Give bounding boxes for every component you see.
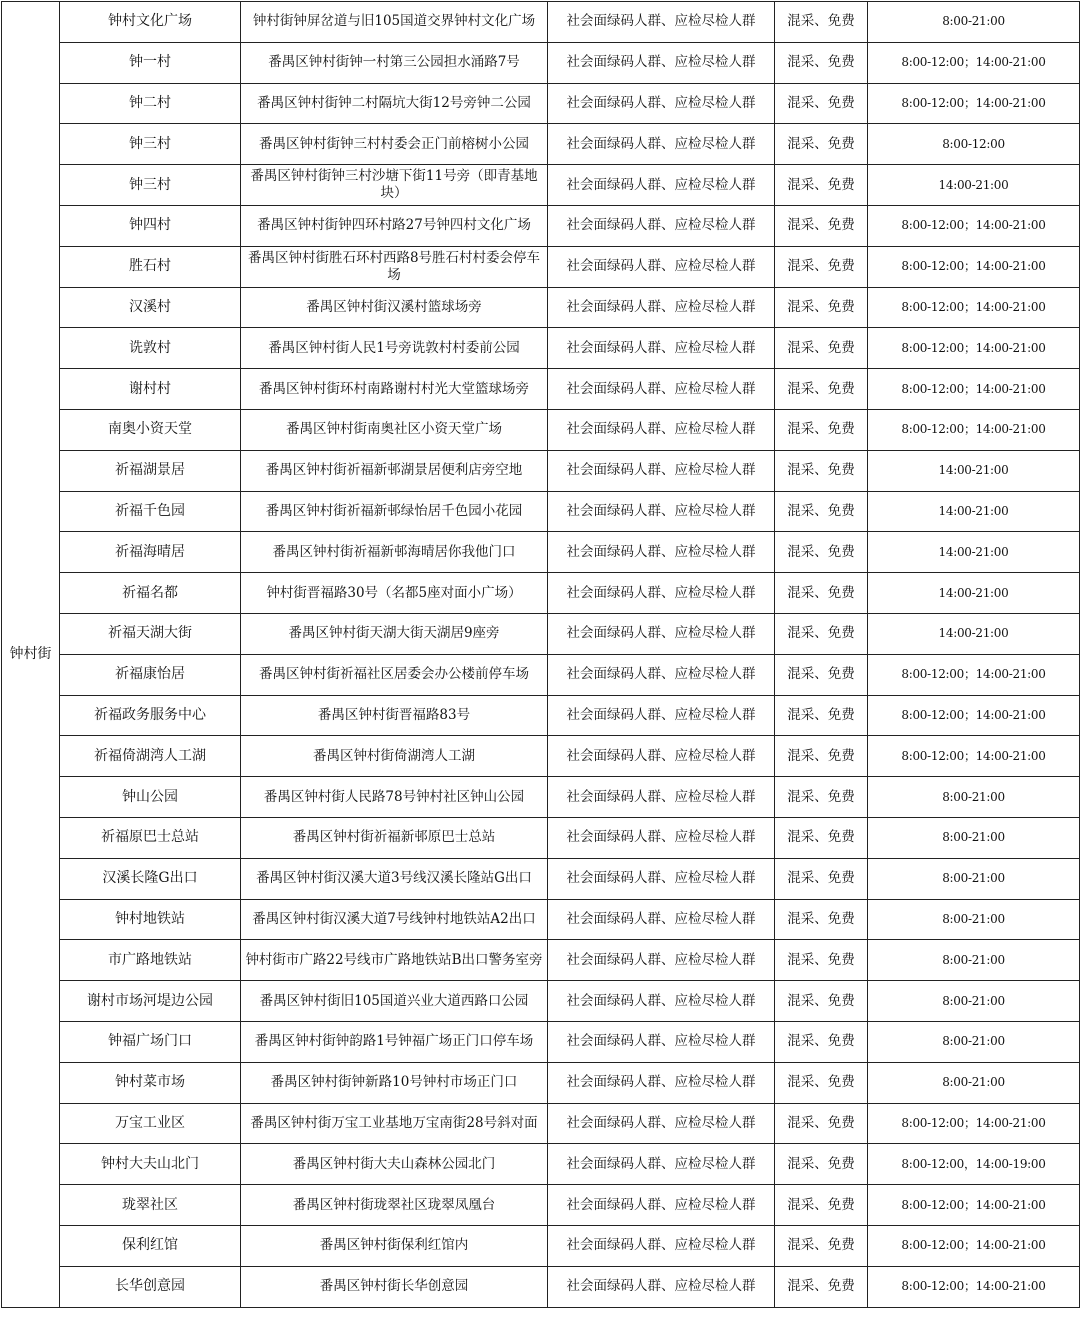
sampling-method-cell: 混采、免费 (775, 899, 868, 940)
address-cell: 番禺区钟村街汉溪大道7号线钟村地铁站A2出口 (241, 899, 548, 940)
table-row (2, 899, 1080, 940)
address-cell: 番禺区钟村街汉溪村篮球场旁 (241, 287, 548, 328)
sampling-method-cell: 混采、免费 (775, 369, 868, 410)
service-hours-cell: 8:00-12:00；14:00-21:00 (868, 1266, 1080, 1307)
target-group-cell: 社会面绿码人群、应检尽检人群 (548, 369, 775, 410)
address-cell: 番禺区钟村街人民1号旁诜敦村村委前公园 (241, 328, 548, 369)
table-row (2, 654, 1080, 695)
sampling-method-cell: 混采、免费 (775, 1062, 868, 1103)
address-cell: 番禺区钟村街南奥社区小资天堂广场 (241, 409, 548, 450)
table-row (2, 695, 1080, 736)
service-hours-cell: 8:00-21:00 (868, 777, 1080, 818)
sampling-method-cell: 混采、免费 (775, 205, 868, 246)
site-name-cell: 祈福倚湖湾人工湖 (60, 736, 241, 777)
target-group-cell: 社会面绿码人群、应检尽检人群 (548, 42, 775, 83)
target-group-cell: 社会面绿码人群、应检尽检人群 (548, 777, 775, 818)
table-body (2, 2, 1080, 1308)
table-row (2, 165, 1080, 206)
target-group-cell: 社会面绿码人群、应检尽检人群 (548, 1266, 775, 1307)
service-hours-cell: 8:00-21:00 (868, 858, 1080, 899)
site-name-cell: 祈福海晴居 (60, 532, 241, 573)
target-group-cell: 社会面绿码人群、应检尽检人群 (548, 2, 775, 43)
site-name-cell: 祈福政务服务中心 (60, 695, 241, 736)
target-group-cell: 社会面绿码人群、应检尽检人群 (548, 573, 775, 614)
address-cell: 钟村街钟屏岔道与旧105国道交界钟村文化广场 (241, 2, 548, 43)
sampling-method-cell: 混采、免费 (775, 736, 868, 777)
service-hours-cell: 8:00-21:00 (868, 1021, 1080, 1062)
testing-sites-table (1, 1, 1080, 1308)
table-row (2, 124, 1080, 165)
sampling-method-cell: 混采、免费 (775, 1225, 868, 1266)
table-row (2, 83, 1080, 124)
district-cell: 钟村街 (2, 2, 60, 1308)
address-cell: 番禺区钟村街祈福新邨原巴士总站 (241, 817, 548, 858)
table-row (2, 491, 1080, 532)
address-cell: 番禺区钟村街祈福新邨湖景居便利店旁空地 (241, 450, 548, 491)
address-cell: 番禺区钟村街钟三村村委会正门前榕树小公园 (241, 124, 548, 165)
table-row (2, 369, 1080, 410)
target-group-cell: 社会面绿码人群、应检尽检人群 (548, 491, 775, 532)
table-row (2, 940, 1080, 981)
sampling-method-cell: 混采、免费 (775, 165, 868, 206)
table-row (2, 205, 1080, 246)
address-cell: 番禺区钟村街钟四环村路27号钟四村文化广场 (241, 205, 548, 246)
address-cell: 番禺区钟村街祈福社区居委会办公楼前停车场 (241, 654, 548, 695)
service-hours-cell: 8:00-12:00；14:00-21:00 (868, 736, 1080, 777)
table-row (2, 1185, 1080, 1226)
site-name-cell: 钟山公园 (60, 777, 241, 818)
address-cell: 钟村街晋福路30号（名都5座对面小广场） (241, 573, 548, 614)
address-cell: 番禺区钟村街汉溪大道3号线汉溪长隆站G出口 (241, 858, 548, 899)
site-name-cell: 祈福湖景居 (60, 450, 241, 491)
table-row (2, 2, 1080, 43)
target-group-cell: 社会面绿码人群、应检尽检人群 (548, 1103, 775, 1144)
target-group-cell: 社会面绿码人群、应检尽检人群 (548, 736, 775, 777)
table-row (2, 287, 1080, 328)
address-cell: 番禺区钟村街钟韵路1号钟福广场正门口停车场 (241, 1021, 548, 1062)
address-cell: 番禺区钟村街祈福新邨海晴居你我他门口 (241, 532, 548, 573)
address-cell: 番禺区钟村街钟新路10号钟村市场正门口 (241, 1062, 548, 1103)
site-name-cell: 汉溪村 (60, 287, 241, 328)
sampling-method-cell: 混采、免费 (775, 450, 868, 491)
sampling-method-cell: 混采、免费 (775, 287, 868, 328)
site-name-cell: 诜敦村 (60, 328, 241, 369)
target-group-cell: 社会面绿码人群、应检尽检人群 (548, 940, 775, 981)
site-name-cell: 谢村市场河堤边公园 (60, 981, 241, 1022)
site-name-cell: 钟福广场门口 (60, 1021, 241, 1062)
table-row (2, 1062, 1080, 1103)
service-hours-cell: 8:00-12:00；14:00-21:00 (868, 1103, 1080, 1144)
sampling-method-cell: 混采、免费 (775, 777, 868, 818)
table-row (2, 1144, 1080, 1185)
site-name-cell: 汉溪长隆G出口 (60, 858, 241, 899)
service-hours-cell: 8:00-12:00；14:00-21:00 (868, 205, 1080, 246)
target-group-cell: 社会面绿码人群、应检尽检人群 (548, 1021, 775, 1062)
table-row (2, 1021, 1080, 1062)
target-group-cell: 社会面绿码人群、应检尽检人群 (548, 287, 775, 328)
target-group-cell: 社会面绿码人群、应检尽检人群 (548, 246, 775, 287)
service-hours-cell: 8:00-21:00 (868, 981, 1080, 1022)
address-cell: 番禺区钟村街旧105国道兴业大道西路口公园 (241, 981, 548, 1022)
service-hours-cell: 8:00-12:00；14:00-21:00 (868, 42, 1080, 83)
service-hours-cell: 8:00-21:00 (868, 2, 1080, 43)
target-group-cell: 社会面绿码人群、应检尽检人群 (548, 165, 775, 206)
sampling-method-cell: 混采、免费 (775, 1021, 868, 1062)
table-row (2, 246, 1080, 287)
table-row (2, 777, 1080, 818)
service-hours-cell: 14:00-21:00 (868, 573, 1080, 614)
address-cell: 番禺区钟村街环村南路谢村村光大堂篮球场旁 (241, 369, 548, 410)
service-hours-cell: 8:00-12:00；14:00-21:00 (868, 695, 1080, 736)
target-group-cell: 社会面绿码人群、应检尽检人群 (548, 83, 775, 124)
address-cell: 番禺区钟村街钟一村第三公园担水涌路7号 (241, 42, 548, 83)
sampling-method-cell: 混采、免费 (775, 1103, 868, 1144)
service-hours-cell: 14:00-21:00 (868, 450, 1080, 491)
target-group-cell: 社会面绿码人群、应检尽检人群 (548, 613, 775, 654)
table-row (2, 1103, 1080, 1144)
site-name-cell: 市广路地铁站 (60, 940, 241, 981)
site-name-cell: 祈福原巴士总站 (60, 817, 241, 858)
service-hours-cell: 8:00-12:00；14:00-21:00 (868, 83, 1080, 124)
site-name-cell: 胜石村 (60, 246, 241, 287)
target-group-cell: 社会面绿码人群、应检尽检人群 (548, 695, 775, 736)
sampling-method-cell: 混采、免费 (775, 409, 868, 450)
sampling-method-cell: 混采、免费 (775, 981, 868, 1022)
table-row (2, 573, 1080, 614)
address-cell: 番禺区钟村街保利红馆内 (241, 1225, 548, 1266)
sampling-method-cell: 混采、免费 (775, 42, 868, 83)
sampling-method-cell: 混采、免费 (775, 328, 868, 369)
address-cell: 番禺区钟村街天湖大街天湖居9座旁 (241, 613, 548, 654)
address-cell: 番禺区钟村街珑翠社区珑翠凤凰台 (241, 1185, 548, 1226)
table-row (2, 858, 1080, 899)
target-group-cell: 社会面绿码人群、应检尽检人群 (548, 858, 775, 899)
target-group-cell: 社会面绿码人群、应检尽检人群 (548, 1144, 775, 1185)
site-name-cell: 钟三村 (60, 124, 241, 165)
service-hours-cell: 8:00-12:00，14:00-19:00 (868, 1144, 1080, 1185)
sampling-method-cell: 混采、免费 (775, 613, 868, 654)
sampling-method-cell: 混采、免费 (775, 1185, 868, 1226)
target-group-cell: 社会面绿码人群、应检尽检人群 (548, 899, 775, 940)
service-hours-cell: 8:00-21:00 (868, 817, 1080, 858)
service-hours-cell: 8:00-21:00 (868, 899, 1080, 940)
address-cell: 番禺区钟村街万宝工业基地万宝南街28号斜对面 (241, 1103, 548, 1144)
table-row (2, 328, 1080, 369)
site-name-cell: 钟村地铁站 (60, 899, 241, 940)
service-hours-cell: 8:00-12:00；14:00-21:00 (868, 246, 1080, 287)
address-cell: 番禺区钟村街祈福新邨绿怡居千色园小花园 (241, 491, 548, 532)
target-group-cell: 社会面绿码人群、应检尽检人群 (548, 981, 775, 1022)
address-cell: 番禺区钟村街胜石环村西路8号胜石村村委会停车场 (241, 246, 548, 287)
site-name-cell: 保利红馆 (60, 1225, 241, 1266)
sampling-method-cell: 混采、免费 (775, 654, 868, 695)
service-hours-cell: 8:00-12:00；14:00-21:00 (868, 287, 1080, 328)
sampling-method-cell: 混采、免费 (775, 491, 868, 532)
address-cell: 番禺区钟村街长华创意园 (241, 1266, 548, 1307)
service-hours-cell: 14:00-21:00 (868, 491, 1080, 532)
site-name-cell: 祈福千色园 (60, 491, 241, 532)
site-name-cell: 钟四村 (60, 205, 241, 246)
table-row (2, 1266, 1080, 1307)
service-hours-cell: 14:00-21:00 (868, 613, 1080, 654)
sampling-method-cell: 混采、免费 (775, 246, 868, 287)
table-row (2, 532, 1080, 573)
sampling-method-cell: 混采、免费 (775, 940, 868, 981)
table-row (2, 42, 1080, 83)
sampling-method-cell: 混采、免费 (775, 83, 868, 124)
table-row (2, 736, 1080, 777)
site-name-cell: 钟三村 (60, 165, 241, 206)
table-row (2, 450, 1080, 491)
sampling-method-cell: 混采、免费 (775, 817, 868, 858)
address-cell: 番禺区钟村街钟二村隔坑大街12号旁钟二公园 (241, 83, 548, 124)
service-hours-cell: 14:00-21:00 (868, 532, 1080, 573)
sampling-method-cell: 混采、免费 (775, 1144, 868, 1185)
sampling-method-cell: 混采、免费 (775, 858, 868, 899)
table-row (2, 409, 1080, 450)
site-name-cell: 万宝工业区 (60, 1103, 241, 1144)
address-cell: 钟村街市广路22号线市广路地铁站B出口警务室旁 (241, 940, 548, 981)
address-cell: 番禺区钟村街人民路78号钟村社区钟山公园 (241, 777, 548, 818)
service-hours-cell: 8:00-12:00；14:00-21:00 (868, 328, 1080, 369)
service-hours-cell: 8:00-12:00；14:00-21:00 (868, 1185, 1080, 1226)
service-hours-cell: 8:00-12:00；14:00-21:00 (868, 369, 1080, 410)
target-group-cell: 社会面绿码人群、应检尽检人群 (548, 1185, 775, 1226)
target-group-cell: 社会面绿码人群、应检尽检人群 (548, 205, 775, 246)
service-hours-cell: 8:00-12:00 (868, 124, 1080, 165)
service-hours-cell: 8:00-21:00 (868, 1062, 1080, 1103)
site-name-cell: 珑翠社区 (60, 1185, 241, 1226)
address-cell: 番禺区钟村街钟三村沙塘下街11号旁（即青基地块） (241, 165, 548, 206)
sampling-method-cell: 混采、免费 (775, 695, 868, 736)
site-name-cell: 谢村村 (60, 369, 241, 410)
service-hours-cell: 8:00-12:00；14:00-21:00 (868, 654, 1080, 695)
service-hours-cell: 14:00-21:00 (868, 165, 1080, 206)
sampling-method-cell: 混采、免费 (775, 1266, 868, 1307)
target-group-cell: 社会面绿码人群、应检尽检人群 (548, 409, 775, 450)
target-group-cell: 社会面绿码人群、应检尽检人群 (548, 450, 775, 491)
target-group-cell: 社会面绿码人群、应检尽检人群 (548, 328, 775, 369)
site-name-cell: 祈福名都 (60, 573, 241, 614)
target-group-cell: 社会面绿码人群、应检尽检人群 (548, 124, 775, 165)
site-name-cell: 钟一村 (60, 42, 241, 83)
target-group-cell: 社会面绿码人群、应检尽检人群 (548, 1062, 775, 1103)
service-hours-cell: 8:00-21:00 (868, 940, 1080, 981)
target-group-cell: 社会面绿码人群、应检尽检人群 (548, 654, 775, 695)
address-cell: 番禺区钟村街晋福路83号 (241, 695, 548, 736)
sampling-method-cell: 混采、免费 (775, 532, 868, 573)
site-name-cell: 钟村文化广场 (60, 2, 241, 43)
site-name-cell: 钟村菜市场 (60, 1062, 241, 1103)
site-name-cell: 祈福康怡居 (60, 654, 241, 695)
sampling-method-cell: 混采、免费 (775, 2, 868, 43)
site-name-cell: 长华创意园 (60, 1266, 241, 1307)
table-row (2, 613, 1080, 654)
site-name-cell: 钟村大夫山北门 (60, 1144, 241, 1185)
table-row (2, 981, 1080, 1022)
site-name-cell: 祈福天湖大街 (60, 613, 241, 654)
target-group-cell: 社会面绿码人群、应检尽检人群 (548, 1225, 775, 1266)
service-hours-cell: 8:00-12:00；14:00-21:00 (868, 1225, 1080, 1266)
site-name-cell: 钟二村 (60, 83, 241, 124)
address-cell: 番禺区钟村街大夫山森林公园北门 (241, 1144, 548, 1185)
sampling-method-cell: 混采、免费 (775, 573, 868, 614)
service-hours-cell: 8:00-12:00；14:00-21:00 (868, 409, 1080, 450)
table-row (2, 1225, 1080, 1266)
table-row (2, 817, 1080, 858)
sampling-method-cell: 混采、免费 (775, 124, 868, 165)
site-name-cell: 南奥小资天堂 (60, 409, 241, 450)
target-group-cell: 社会面绿码人群、应检尽检人群 (548, 817, 775, 858)
address-cell: 番禺区钟村街倚湖湾人工湖 (241, 736, 548, 777)
target-group-cell: 社会面绿码人群、应检尽检人群 (548, 532, 775, 573)
